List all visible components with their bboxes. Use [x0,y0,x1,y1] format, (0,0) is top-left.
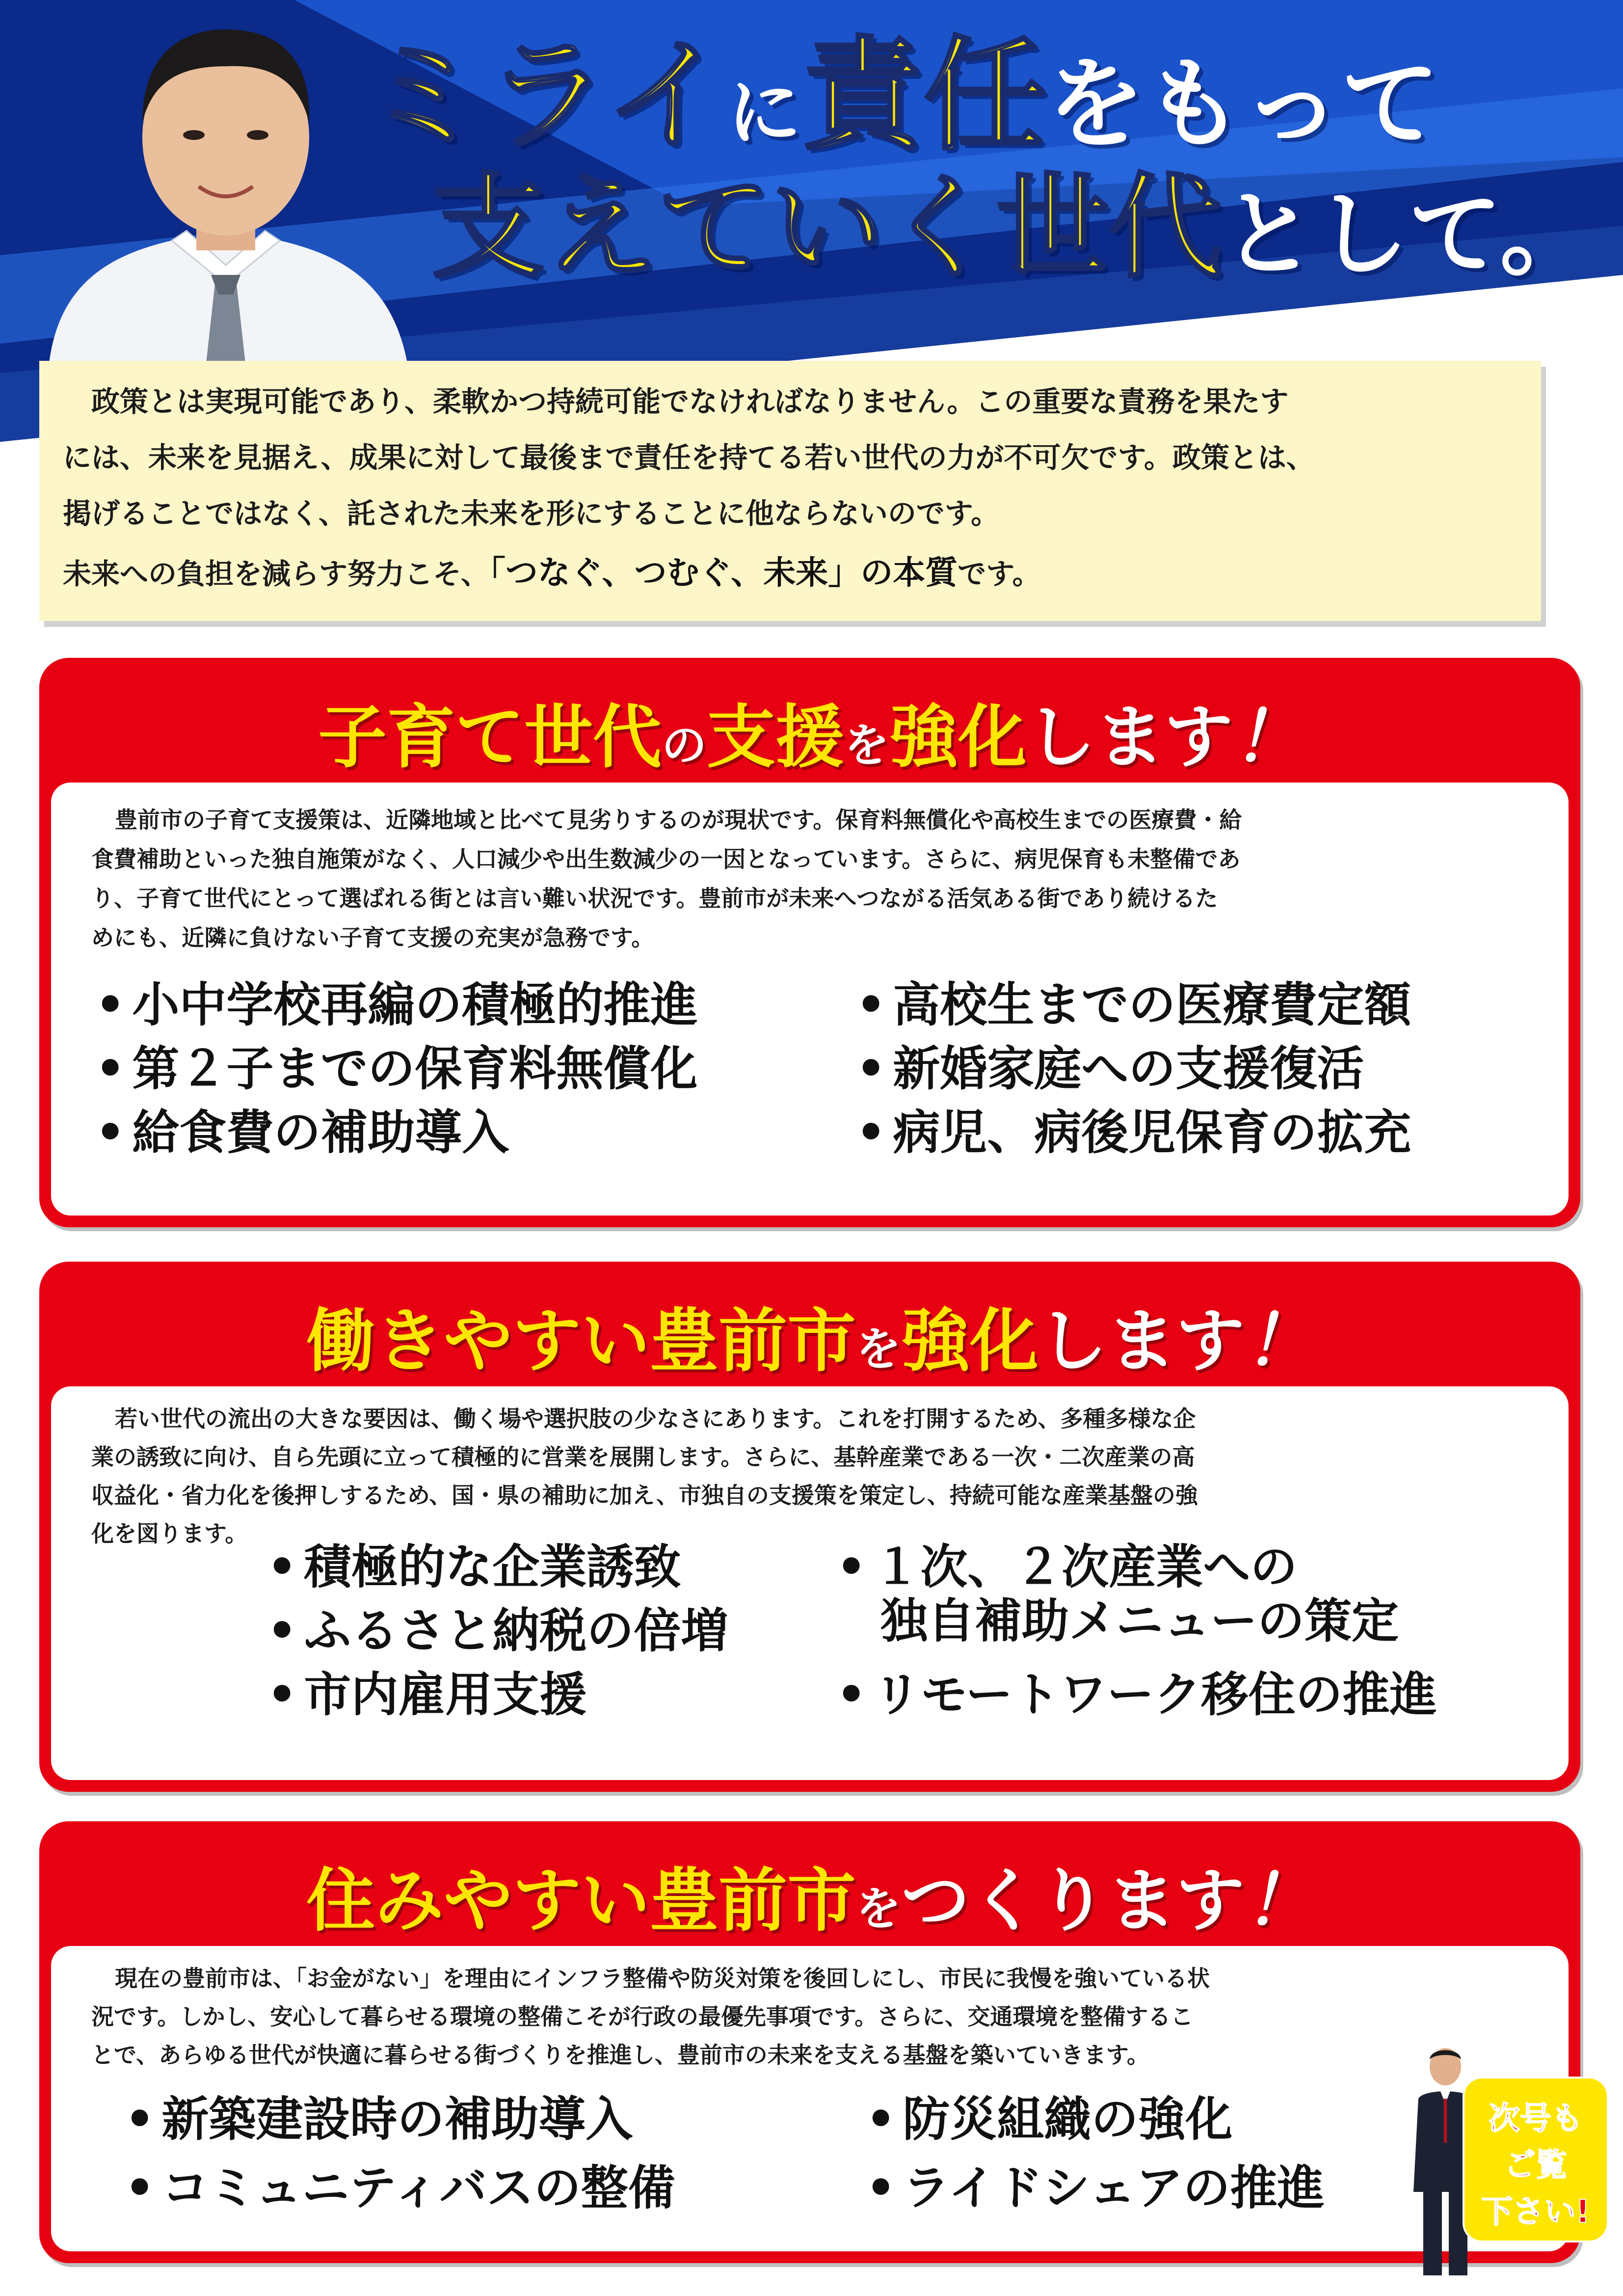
bullet-item: • 市内雇用支援 [267,1667,587,1722]
bullet-text: 新築建設時の補助導入 [161,2092,633,2147]
paragraph-line: めにも、近隣に負けない子育て支援の充実が急務です。 [91,924,654,951]
badge-line: 次号も [1489,2101,1583,2137]
title-part: 強化 [901,1301,1038,1381]
paragraph-line: 収益化・省力化を後押しするため、国・県の補助に加え、市独自の支援策を策定し、持続可能な産業基盤の強 [91,1482,1198,1509]
section-body [51,1946,1569,2251]
bullet-text: 高校生までの医療費定額 [893,977,1411,1032]
bullet-text: 小中学校再編の積極的推進 [132,977,698,1032]
section-childcare [39,658,1580,1227]
title-part: 支援 [706,697,844,778]
bullet-item: • 小中学校再編の積極的推進 [95,977,698,1032]
title-part: ！ [1233,697,1302,778]
bullet-item: • １次、２次産業への [836,1540,1298,1594]
bullet-item: • 第２子までの保育料無償化 [95,1041,698,1096]
bullet-text: １次、２次産業への [873,1540,1298,1594]
title-part: ！ [1245,1861,1314,1941]
bullet-item: • 新築建設時の補助導入 [125,2092,633,2147]
bullet-text: コミュニティバスの整備 [161,2161,675,2215]
bullet-item: • コミュニティバスの整備 [125,2161,675,2215]
bullet-item: • 積極的な企業誘致 [267,1540,681,1594]
bullet-text: 積極的な企業誘致 [304,1540,681,1594]
title-part: 強化 [889,697,1027,778]
headline-part: 世代 [996,162,1223,294]
paragraph-line: とで、あらゆる世代が快適に暮らせる街づくりを推進し、豊前市の未来を支える基盤を築いていきます。 [91,2042,1150,2068]
paragraph-line: 化を図ります。 [91,1520,248,1547]
bullet-item: • ふるさと納税の倍増 [267,1603,728,1658]
bullet-text: リモートワーク移住の推進 [873,1667,1437,1722]
bullet-text: 新婚家庭への支援復活 [893,1041,1364,1096]
title-part: の [661,719,707,772]
title-part: します [1027,697,1233,778]
headline-part: 支えていく [432,162,997,294]
intro-box [39,361,1541,621]
bullet-text: ライドシェアの推進 [903,2161,1325,2215]
bullet-text: 市内雇用支援 [304,1667,587,1722]
bullet-text: 第２子までの保育料無償化 [132,1041,698,1096]
bullet-text: 独自補助メニューの策定 [880,1594,1399,1648]
section-body [51,783,1569,1216]
paragraph-line: 現在の豊前市は、「お金がない」を理由にインフラ整備や防災対策を後回しにし、市民に我慢を強いている状 [115,1965,1210,1992]
badge-line: ご覧 [1504,2147,1567,2184]
section-living [39,1821,1580,2263]
intro-line: 掲げることではなく、託された未来を形にすることに他ならないのです。 [63,497,1000,530]
intro-last-suffix: です。 [958,557,1041,591]
bullet-item: • 新婚家庭への支援復活 [856,1041,1364,1096]
headline-line-2 [432,162,1594,294]
headline-part: ミライ [363,24,728,167]
title-part: つくります [901,1861,1245,1941]
bullet-text: 給食費の補助導入 [132,1105,509,1160]
paragraph-line: 若い世代の流出の大きな要因は、働く場や選択肢の少なさにあります。これを打開するため、多種多様な企 [115,1405,1196,1432]
bullet-item: • 給食費の補助導入 [95,1105,509,1160]
headline-line-1 [363,24,1439,167]
title-part: を [855,1323,901,1376]
bullet-text: ふるさと納税の倍増 [304,1603,728,1658]
intro-quote: 「つなぐ、つむぐ、未来」の本質 [489,554,958,592]
bullet-item: • 病児、病後児保育の拡充 [856,1105,1411,1160]
headline-part: として。 [1222,180,1594,289]
section-title [39,1286,1580,1385]
bullet-item: • ライドシェアの推進 [866,2161,1325,2215]
title-part: を [855,1882,901,1935]
paragraph-line: 況です。しかし、安心して暮らせる環境の整備こそが行政の最優先事項です。さらに、交通環境を整備するこ [91,2003,1194,2030]
headline-part: をもって [1046,47,1439,162]
title-part: 子育て世代 [318,697,662,778]
title-part: します [1038,1301,1245,1381]
intro-last-prefix: 未来への負担を減らす努力こそ、 [63,557,489,591]
bullet-item: • リモートワーク移住の推進 [836,1667,1437,1722]
paragraph-line: 業の誘致に向け、自ら先頭に立って積極的に営業を展開します。さらに、基幹産業である一次・二次産業の高 [91,1444,1195,1470]
next-issue-badge [1463,2077,1609,2242]
section-title [39,682,1580,781]
section-body [51,1386,1569,1780]
paragraph-line: 食費補助といった独自施策がなく、人口減少や出生数減少の一因となっています。さらに、病児保育も未整備であ [91,846,1241,872]
intro-line: には、未来を見据え、成果に対して最後まで責任を持てる若い世代の力が不可欠です。政策とは、 [63,441,1315,474]
title-part: 働きやすい豊前市 [306,1301,856,1381]
headline-part: に [727,70,801,156]
section-title [39,1846,1580,1945]
bullet-text: 防災組織の強化 [903,2092,1233,2147]
title-part: 住みやすい豊前市 [306,1861,856,1941]
paragraph-line: り、子育て世代にとって選ばれる街とは言い難い状況です。豊前市が未来へつながる活気ある街であり続けるた [91,885,1218,912]
title-part: を [844,719,889,772]
headline-part: 責任 [801,24,1047,167]
badge-line: 下さい! [1481,2194,1590,2230]
bullet-item: • 防災組織の強化 [866,2092,1233,2147]
title-part: ！ [1245,1301,1314,1381]
bullet-item: • 高校生までの医療費定額 [856,977,1411,1032]
paragraph-line: 豊前市の子育て支援策は、近隣地域と比べて見劣りするのが現状です。保育料無償化や高校生までの医療費・給 [115,807,1242,833]
bullet-text: 病児、病後児保育の拡充 [893,1105,1411,1160]
bullet-item [880,1594,1399,1648]
intro-line: 政策とは実現可能であり、柔軟かつ持続可能でなければなりません。この重要な責務を果たす [63,385,1289,418]
intro-last-line [63,546,1041,593]
section-work [39,1262,1580,1792]
